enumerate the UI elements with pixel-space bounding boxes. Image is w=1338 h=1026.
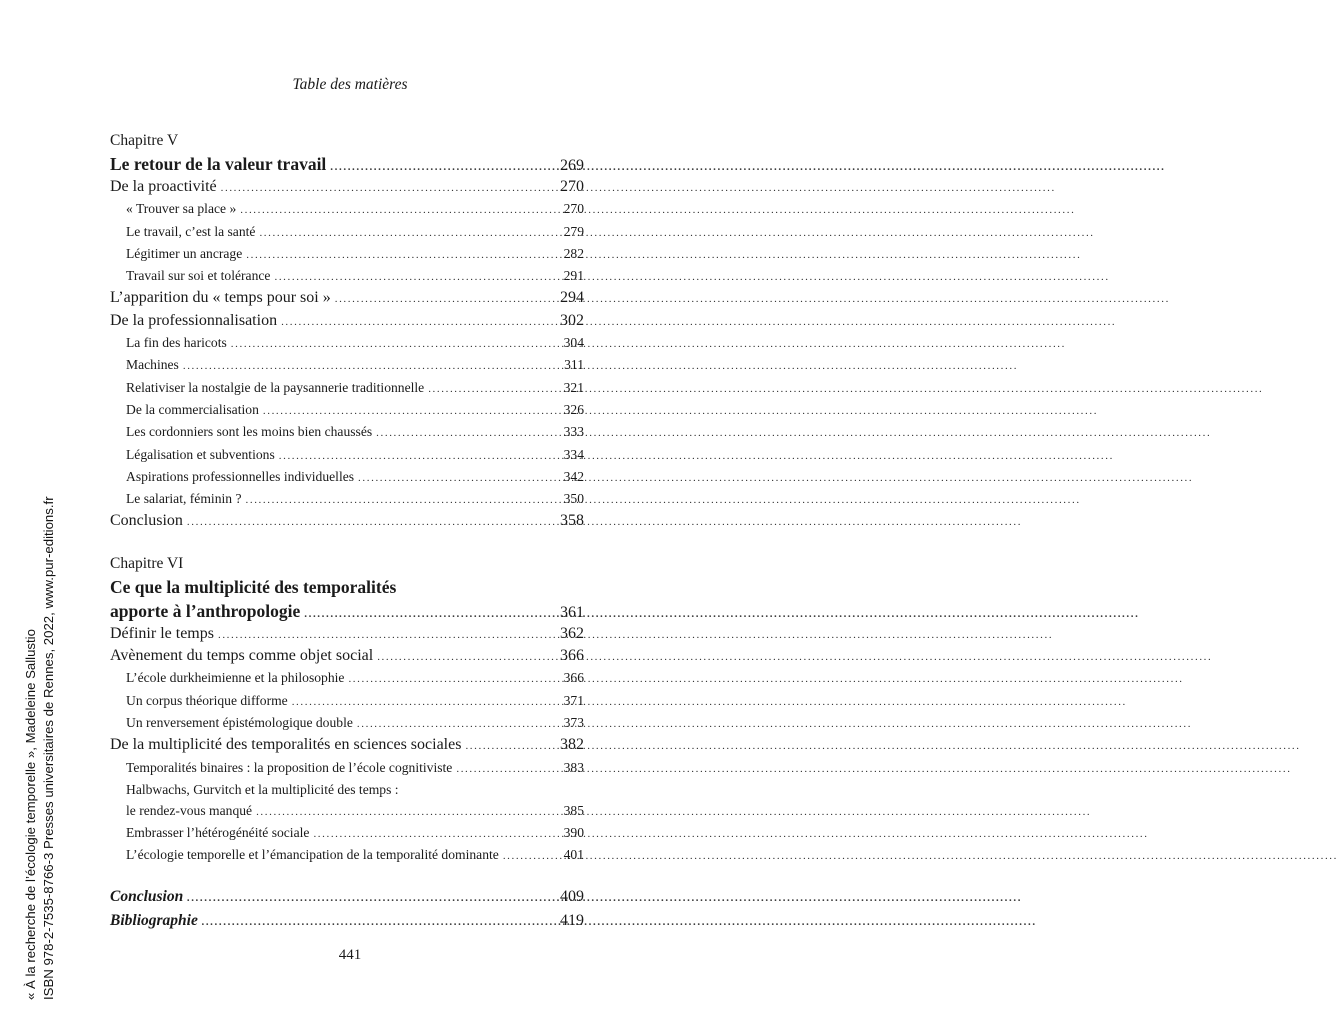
dot-leader [187, 886, 557, 910]
toc-entry[interactable] [110, 421, 584, 443]
entry-title: Travail sur soi et tolérance [126, 268, 271, 284]
side-note-line: « À la recherche de l’écologie temporelle », Madeleine Sallustio [23, 629, 38, 1000]
chapter-entries [110, 176, 584, 533]
dot-leader [304, 602, 557, 626]
dot-leader [221, 177, 557, 199]
end-sections [110, 885, 584, 933]
dot-leader [428, 378, 560, 400]
toc-entry[interactable] [110, 510, 584, 532]
toc-entry[interactable] [110, 444, 584, 466]
chapter-title: apporte à l’anthropologie [110, 600, 301, 621]
toc-entry[interactable] [110, 800, 584, 822]
chapter-title-line: Ce que la multiplicité des temporalités [110, 576, 397, 597]
dot-leader [246, 489, 561, 511]
page-ref: 282 [563, 245, 584, 261]
entry-title: De la professionnalisation [110, 311, 278, 329]
page-ref: 383 [563, 759, 584, 775]
toc-entry[interactable] [110, 909, 584, 933]
dot-leader [263, 400, 561, 422]
entry-title: De la proactivité [110, 178, 217, 195]
chapter-label: Chapitre V [110, 132, 179, 149]
page-ref: 342 [563, 468, 584, 484]
page-ref: 419 [560, 911, 584, 929]
entry-title: L’école durkheimienne et la philosophie [126, 670, 345, 686]
dot-leader [281, 311, 557, 333]
entry-title: Machines [126, 357, 179, 373]
entry-title: Définir le temps [110, 624, 214, 642]
entry-title: Relativiser la nostalgie de la paysannerie traditionnelle [126, 379, 425, 395]
dot-leader [456, 758, 560, 780]
toc-entry[interactable] [110, 399, 584, 421]
toc-entry[interactable] [110, 712, 584, 734]
page-ref: 269 [560, 157, 584, 174]
page-ref: 409 [560, 887, 584, 905]
dot-leader [376, 422, 560, 444]
toc-entry[interactable] [110, 243, 584, 265]
entry-title: Le salariat, féminin ? [126, 491, 242, 507]
entry-title: De la commercialisation [126, 401, 259, 417]
page-ref: 270 [560, 178, 584, 195]
dot-leader [246, 244, 560, 266]
entry-title: Aspirations professionnelles individuelles [126, 468, 355, 484]
dot-leader [187, 511, 557, 533]
toc-entry[interactable] [110, 221, 584, 243]
dot-leader [335, 288, 557, 310]
toc-entry[interactable] [110, 310, 584, 332]
dot-leader [503, 845, 561, 867]
toc-entry[interactable] [110, 332, 584, 354]
entry-title: « Trouver sa place » [126, 201, 237, 217]
entry-title: Conclusion [110, 887, 184, 905]
toc-entry[interactable] [110, 822, 584, 844]
dot-leader [274, 266, 560, 288]
entry-title: Légitimer un ancrage [126, 245, 243, 261]
page-ref: 385 [563, 802, 584, 818]
page-ref: 371 [563, 692, 584, 708]
running-head: Table des matières [292, 76, 408, 93]
chapter-entries [110, 800, 584, 867]
toc-entry[interactable] [110, 466, 584, 488]
dot-leader [377, 646, 557, 668]
page-ref: 311 [564, 357, 584, 373]
page-ref: 390 [563, 825, 584, 841]
page-ref: 333 [563, 424, 584, 440]
entry-title: Le travail, c’est la santé [126, 223, 256, 239]
toc-entry-first-line: Halbwachs, Gurvitch et la multiplicité des temps : [126, 781, 399, 797]
dot-leader [465, 735, 557, 757]
chapter-entries [110, 623, 584, 779]
entry-title: Temporalités binaires : la proposition de l’école cognitiviste [126, 759, 453, 775]
page-ref: 366 [563, 670, 584, 686]
entry-title: le rendez-vous manqué [126, 802, 253, 818]
side-note [22, 0, 62, 1000]
toc-entry[interactable] [110, 757, 584, 779]
toc-entry[interactable] [110, 667, 584, 689]
page-ref: 294 [560, 289, 584, 307]
toc-entry[interactable] [110, 734, 584, 756]
page-ref: 279 [563, 223, 584, 239]
chapter-title-entry[interactable] [110, 152, 584, 176]
toc-entry[interactable] [110, 623, 584, 645]
dot-leader [357, 713, 561, 735]
dot-leader [218, 624, 557, 646]
entry-title: L’apparition du « temps pour soi » [110, 289, 331, 307]
toc-entry[interactable] [110, 690, 584, 712]
side-note-line: ISBN 978-2-7535-8766-3 Presses universitaires de Rennes, 2022, www.pur-editions.fr [41, 496, 56, 1000]
page-ref: 361 [560, 603, 584, 621]
toc-entry[interactable] [110, 354, 584, 376]
dot-leader [256, 801, 561, 823]
page-ref: 326 [563, 401, 584, 417]
dot-leader [202, 910, 557, 934]
page-ref: 401 [563, 847, 584, 863]
dot-leader [358, 467, 561, 489]
entry-title: Embrasser l’hétérogénéité sociale [126, 825, 310, 841]
toc-entry[interactable] [110, 265, 584, 287]
page-ref: 350 [563, 491, 584, 507]
page-ref: 270 [563, 201, 584, 217]
page-ref: 358 [560, 512, 584, 530]
dot-leader [231, 333, 561, 355]
page-ref: 373 [563, 714, 584, 730]
entry-title: Bibliographie [110, 911, 198, 929]
toc-entry[interactable] [110, 287, 584, 309]
dot-leader [279, 445, 561, 467]
dot-leader [330, 155, 557, 179]
dot-leader [183, 355, 561, 377]
page-ref: 362 [560, 624, 584, 642]
toc-entry[interactable] [110, 176, 584, 198]
toc-entry[interactable] [110, 885, 584, 909]
entry-title: Légalisation et subventions [126, 446, 275, 462]
entry-title: La fin des haricots [126, 335, 227, 351]
page-ref: 302 [560, 311, 584, 329]
entry-title: Les cordonniers sont les moins bien chaussés [126, 424, 373, 440]
page-ref: 366 [560, 647, 584, 665]
chapter-title: Le retour de la valeur travail [110, 154, 327, 174]
toc-entry[interactable] [110, 645, 584, 667]
entry-title: De la multiplicité des temporalités en sciences sociales [110, 736, 462, 754]
table-of-contents [110, 130, 584, 933]
page-ref: 334 [563, 446, 584, 462]
entry-title: L’écologie temporelle et l’émancipation de la temporalité dominante [126, 847, 499, 863]
dot-leader [292, 691, 561, 713]
dot-leader [259, 222, 560, 244]
page-ref: 382 [560, 736, 584, 754]
entry-title: Avènement du temps comme objet social [110, 647, 374, 665]
dot-leader [313, 823, 560, 845]
dot-leader [240, 199, 560, 221]
page-number: 441 [338, 947, 362, 963]
entry-title: Un renversement épistémologique double [126, 714, 353, 730]
toc-entry[interactable] [110, 844, 584, 866]
toc-entry[interactable] [110, 198, 584, 220]
chapter-title-entry[interactable] [110, 599, 584, 623]
toc-entry[interactable] [110, 488, 584, 510]
dot-leader [348, 668, 560, 690]
page-ref: 291 [563, 268, 584, 284]
page-ref: 304 [563, 335, 584, 351]
chapter-label: Chapitre VI [110, 554, 184, 572]
toc-entry[interactable] [110, 377, 584, 399]
entry-title: Conclusion [110, 512, 183, 530]
entry-title: Un corpus théorique difforme [126, 692, 288, 708]
page-ref: 321 [563, 379, 584, 395]
